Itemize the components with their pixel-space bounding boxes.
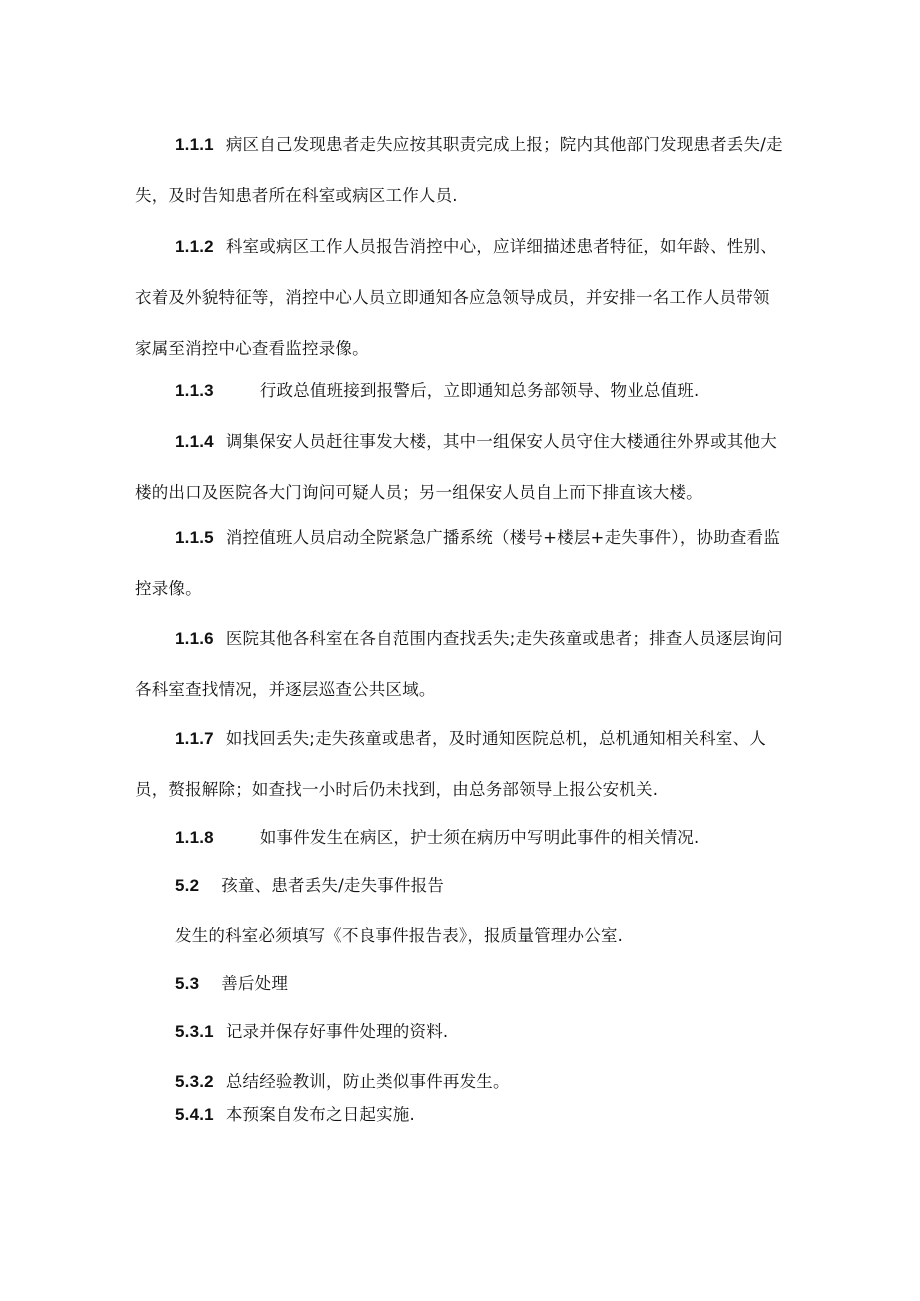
report-requirement (135, 910, 785, 961)
section-1-1-8 (135, 812, 785, 863)
section-1-1-6 (135, 613, 785, 715)
section-text: 孩童、患者丢失/走失事件报告 (221, 876, 445, 895)
section-text: 科室或病区工作人员报告消控中心，应详细描述患者特征，如年龄、性别、衣着及外貌特征等，消控中心人员立即通知各应急领导成员，并安排一名工作人员带领家属至消控中心查看监控录像。 (135, 237, 777, 358)
section-number: 1.1.5 (175, 528, 214, 547)
section-number: 1.1.1 (175, 135, 214, 154)
section-5-3-1 (135, 1006, 785, 1057)
section-number: 1.1.3 (175, 381, 214, 400)
section-number: 1.1.8 (175, 828, 214, 847)
section-text: 善后处理 (221, 974, 289, 993)
section-1-1-2 (135, 221, 785, 374)
section-text: 医院其他各科室在各自范围内查找丢失;走失孩童或患者；排查人员逐层询问各科室查找情况，并逐层巡查公共区域。 (135, 629, 783, 699)
section-number: 1.1.7 (175, 729, 214, 748)
section-number: 1.1.6 (175, 629, 214, 648)
section-1-1-4 (135, 416, 785, 518)
section-number: 5.3 (175, 974, 200, 993)
section-number: 1.1.2 (175, 237, 214, 256)
section-5-2 (135, 860, 785, 911)
section-5-4-1 (135, 1104, 785, 1126)
section-number: 5.4.1 (175, 1105, 214, 1124)
section-text: 总结经验教训，防止类似事件再发生。 (225, 1072, 510, 1091)
section-text: 发生的科室必须填写《不良事件报告表》，报质量管理办公室. (175, 926, 624, 945)
section-text: 记录并保存好事件处理的资料. (225, 1022, 449, 1041)
section-1-1-1 (135, 119, 785, 221)
section-number: 5.3.1 (175, 1022, 214, 1041)
section-text: 病区自己发现患者走失应按其职责完成上报；院内其他部门发现患者丢失/走失，及时告知患者所在科室或病区工作人员. (135, 135, 783, 205)
section-5-3 (135, 958, 785, 1009)
section-5-3-2 (135, 1056, 785, 1107)
section-text: 调集保安人员赶往事发大楼，其中一组保安人员守住大楼通往外界或其他大楼的出口及医院各大门询问可疑人员；另一组保安人员自上而下排直该大楼。 (135, 432, 777, 502)
section-text: 如找回丢失;走失孩童或患者，及时通知医院总机，总机通知相关科室、人员，赘报解除；如查找一小时后仍未找到，由总务部领导上报公安机关. (135, 729, 766, 799)
section-text: 消控值班人员启动全院紧急广播系统（楼号+楼层+走失事件），协助查看监控录像。 (135, 528, 781, 598)
section-text: 本预案自发布之日起实施. (225, 1105, 415, 1124)
section-number: 5.2 (175, 876, 200, 895)
section-1-1-5 (135, 512, 785, 614)
section-1-1-7 (135, 713, 785, 815)
section-text: 如事件发生在病区，护士须在病历中写明此事件的相关情况. (259, 828, 700, 847)
section-number: 5.3.2 (175, 1072, 214, 1091)
section-1-1-3 (135, 365, 785, 416)
section-number: 1.1.4 (175, 432, 214, 451)
section-text: 行政总值班接到报警后，立即通知总务部领导、物业总值班. (259, 381, 700, 400)
